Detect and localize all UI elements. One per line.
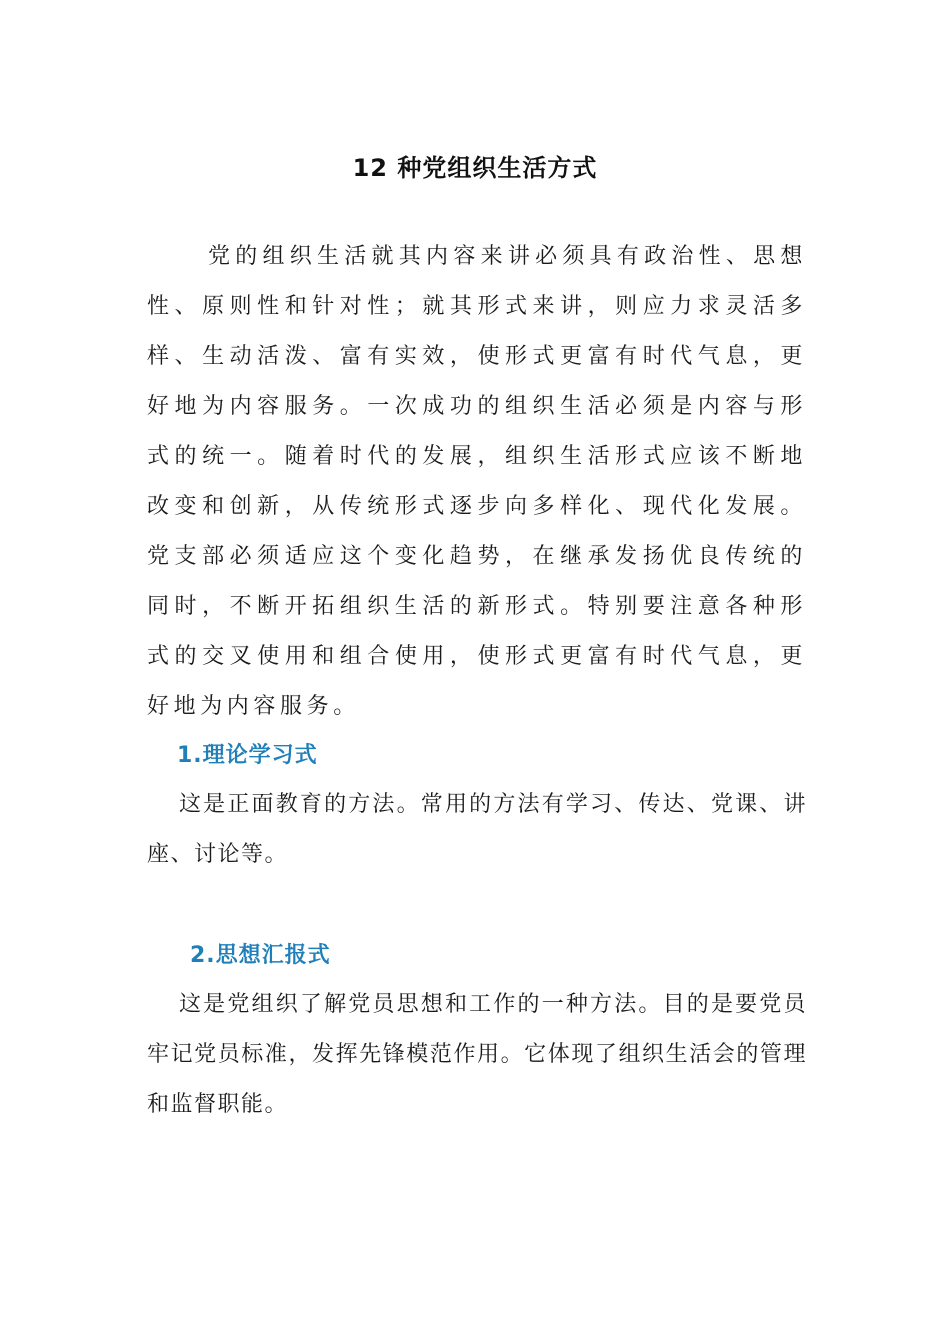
- section-heading-thought-report: 2.思想汇报式: [190, 943, 331, 968]
- section-text-thought-report: 这是党组织了解党员思想和工作的一种方法。目的是要党员牢记党员标准，发挥先锋模范作用。它体现了组织生活会的管理和监督职能。: [147, 992, 807, 1117]
- section-heading-theory-study: 1.理论学习式: [177, 743, 318, 768]
- intro-paragraph: 党的组织生活就其内容来讲必须具有政治性、思想性、原则性和针对性；就其形式来讲，则应力求灵活多样、生动活泼、富有实效，使形式更富有时代气息，更好地为内容服务。一次成功的组织生活必须是内容与形式的统一。随着时代的发展，组织生活形式应该不断地改变和创新，从传统形式逐步向多样化、现代化发展。党支部必须适应这个变化趋势，在继承发扬优良传统的同时，不断开拓组织生活的新形式。特别要注意各种形式的交叉使用和组合使用，使形式更富有时代气息，更好地为内容服务。: [147, 244, 807, 719]
- page-title: 12 种党组织生活方式: [352, 154, 598, 183]
- section-text-theory-study: 这是正面教育的方法。常用的方法有学习、传达、党课、讲座、讨论等。: [147, 792, 807, 867]
